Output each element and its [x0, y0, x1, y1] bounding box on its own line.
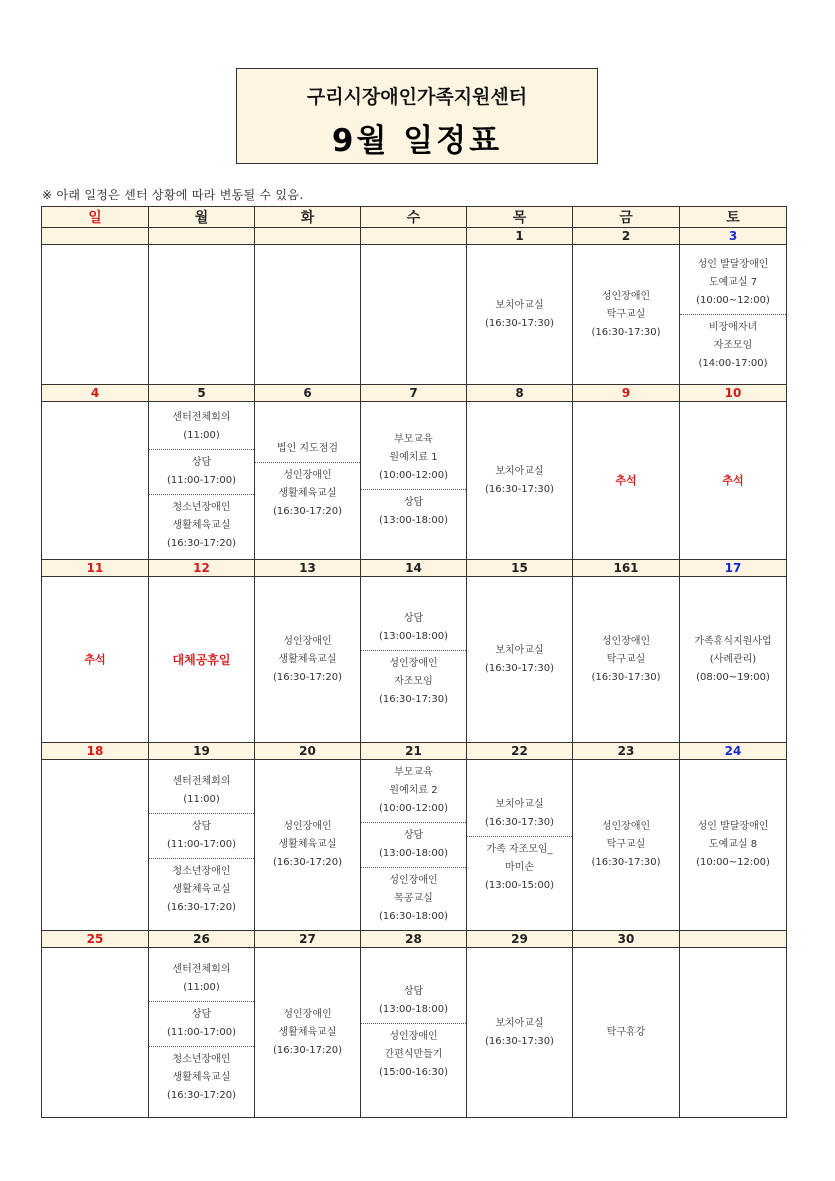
- event-line: 추석: [84, 652, 106, 666]
- event-line: 상담: [191, 821, 212, 832]
- date-number: 4: [42, 385, 149, 402]
- event-line: 성인장애인: [601, 635, 651, 647]
- date-number: 19: [149, 743, 255, 760]
- event-entry: [573, 629, 679, 691]
- event-line: 성인 발달장애인: [697, 259, 769, 270]
- event-line: (16:30-17:30): [591, 671, 661, 683]
- event-line: 성인장애인: [601, 821, 651, 832]
- calendar-table: [41, 206, 787, 1118]
- event-entry: [361, 489, 466, 534]
- day-cell: [361, 760, 467, 931]
- event-line: 성인장애인: [601, 290, 651, 302]
- day-cell: [467, 577, 573, 743]
- event-line: (13:00-15:00): [484, 879, 555, 891]
- event-line: (11:00-17:00): [166, 474, 237, 486]
- weekday-header: 월: [149, 207, 255, 228]
- event-line: 보치아교실: [495, 798, 544, 810]
- date-number: 14: [361, 560, 467, 577]
- date-number: 161: [573, 560, 680, 577]
- event-line: (16:30-17:20): [166, 902, 237, 913]
- event-line: 법인 지도점검: [276, 443, 339, 454]
- event-entry: [149, 405, 254, 449]
- event-entry: [149, 449, 254, 494]
- event-line: 탁구휴강: [606, 1026, 646, 1038]
- page-title: 9월 일정표: [331, 123, 503, 159]
- date-number: 6: [255, 385, 361, 402]
- day-cell: [680, 577, 787, 743]
- day-cell: [467, 402, 573, 560]
- event-line: 도예교실 8: [708, 839, 758, 850]
- event-entry: [149, 1046, 254, 1109]
- event-line: 생활체육교실: [172, 884, 231, 895]
- event-line: (13:00-18:00): [378, 1004, 449, 1015]
- date-number: 30: [573, 931, 680, 948]
- event-line: 부모교육: [394, 767, 433, 778]
- event-line: (11:00): [183, 981, 220, 993]
- date-number: 11: [42, 560, 149, 577]
- event-entry: [149, 1001, 254, 1046]
- date-row: [42, 560, 787, 577]
- day-cell: [42, 245, 149, 385]
- event-row: [42, 577, 787, 743]
- date-number: [42, 228, 149, 245]
- event-entry: [255, 462, 360, 525]
- day-cell: [149, 245, 255, 385]
- event-line: 성인장애인: [389, 658, 438, 669]
- schedule-notice: ※ 아래 일정은 센터 상황에 따라 변동될 수 있음.: [42, 188, 304, 202]
- event-entry: [680, 252, 786, 314]
- event-row: [42, 402, 787, 560]
- day-cell: [467, 760, 573, 931]
- event-line: (16:30-17:30): [378, 694, 449, 705]
- event-line: 성인장애인: [389, 1031, 438, 1042]
- event-line: 생활체육교실: [172, 1071, 231, 1083]
- event-line: (13:00-18:00): [378, 515, 449, 526]
- event-line: 생활체육교실: [278, 1026, 337, 1038]
- event-line: 목공교실: [394, 893, 433, 904]
- event-line: 부모교육: [394, 434, 433, 445]
- date-row: [42, 743, 787, 760]
- day-cell: [467, 245, 573, 385]
- event-entry: [680, 814, 786, 876]
- date-number: 22: [467, 743, 573, 760]
- event-line: (10:00-12:00): [378, 470, 449, 481]
- date-number: 2: [573, 228, 680, 245]
- event-line: (11:00): [183, 794, 220, 805]
- day-cell: [42, 948, 149, 1118]
- calendar-body: [42, 228, 787, 1118]
- event-entry: [467, 459, 572, 503]
- day-cell: [42, 577, 149, 743]
- event-entry: [361, 650, 466, 713]
- weekday-header-row: [42, 207, 787, 228]
- event-line: 간편식만들기: [384, 1049, 443, 1060]
- event-line: 자조모임: [394, 676, 433, 687]
- event-entry: [255, 814, 360, 876]
- event-line: 생활체육교실: [278, 653, 337, 665]
- event-line: (11:00): [183, 429, 220, 441]
- date-number: 29: [467, 931, 573, 948]
- event-line: 생활체육교실: [172, 519, 231, 531]
- date-number: 1: [467, 228, 573, 245]
- date-row: [42, 228, 787, 245]
- event-entry: [149, 957, 254, 1001]
- event-line: (16:30-17:20): [272, 671, 343, 683]
- event-entry: [149, 647, 254, 673]
- weekday-header: 일: [42, 207, 149, 228]
- date-number: 17: [680, 560, 787, 577]
- event-entry: [573, 284, 679, 346]
- date-number: [680, 931, 787, 948]
- event-line: (16:30-17:30): [591, 857, 661, 868]
- date-number: 5: [149, 385, 255, 402]
- date-number: 21: [361, 743, 467, 760]
- event-line: 성인장애인: [389, 875, 438, 886]
- event-entry: [467, 836, 572, 899]
- date-number: 3: [680, 228, 787, 245]
- event-entry: [255, 1002, 360, 1064]
- event-line: 탁구교실: [606, 308, 646, 320]
- day-cell: [255, 760, 361, 931]
- event-entry: [467, 792, 572, 836]
- day-cell: [42, 760, 149, 931]
- event-line: (16:30-17:30): [484, 1035, 555, 1047]
- event-line: 성인 발달장애인: [697, 821, 769, 832]
- day-cell: [255, 577, 361, 743]
- date-row: [42, 385, 787, 402]
- event-entry: [361, 822, 466, 867]
- event-line: 센터전체회의: [172, 411, 231, 423]
- date-number: 10: [680, 385, 787, 402]
- event-line: 청소년장애인: [172, 866, 231, 877]
- event-entry: [467, 638, 572, 682]
- event-entry: [467, 1011, 572, 1055]
- date-number: 15: [467, 560, 573, 577]
- weekday-header: 화: [255, 207, 361, 228]
- day-cell: [573, 948, 680, 1118]
- event-line: (10:00~12:00): [696, 857, 770, 868]
- event-line: 추석: [615, 473, 637, 487]
- event-line: 상담: [403, 830, 424, 841]
- date-number: 8: [467, 385, 573, 402]
- event-line: (사례관리): [709, 653, 757, 665]
- event-row: [42, 760, 787, 931]
- event-entry: [361, 1023, 466, 1086]
- event-line: 센터전체회의: [172, 776, 231, 787]
- event-line: 상담: [191, 456, 212, 468]
- date-number: [361, 228, 467, 245]
- day-cell: [361, 948, 467, 1118]
- event-line: 보치아교실: [495, 644, 544, 656]
- event-line: (13:00-18:00): [378, 848, 449, 859]
- event-line: 원예치료 2: [389, 785, 438, 796]
- event-line: (16:30-17:30): [484, 662, 555, 674]
- event-line: 보치아교실: [495, 465, 544, 477]
- event-line: (14:00-17:00): [698, 358, 768, 369]
- date-number: 26: [149, 931, 255, 948]
- event-line: (15:00-16:30): [378, 1067, 449, 1078]
- event-line: (16:30-17:30): [484, 317, 555, 329]
- event-row: [42, 245, 787, 385]
- date-number: 12: [149, 560, 255, 577]
- event-line: 대체공휴일: [172, 652, 231, 667]
- event-line: 성인장애인: [283, 635, 332, 647]
- event-line: (16:30-17:20): [272, 857, 343, 868]
- event-entry: [255, 436, 360, 462]
- event-line: 보치아교실: [495, 299, 544, 311]
- event-line: (16:30-17:20): [272, 506, 343, 517]
- day-cell: [573, 245, 680, 385]
- event-line: 성인장애인: [283, 1008, 332, 1020]
- weekday-header: 목: [467, 207, 573, 228]
- event-entry: [680, 314, 786, 377]
- event-line: (16:30-17:20): [166, 1089, 237, 1101]
- event-line: 성인장애인: [283, 470, 332, 481]
- date-number: 20: [255, 743, 361, 760]
- date-number: 13: [255, 560, 361, 577]
- event-line: 상담: [403, 497, 424, 508]
- event-line: 탁구교실: [606, 839, 646, 850]
- day-cell: [467, 948, 573, 1118]
- day-cell: [680, 948, 787, 1118]
- event-line: 상담: [403, 986, 424, 997]
- event-entry: [573, 814, 679, 876]
- day-cell: [361, 245, 467, 385]
- event-line: (16:30-17:30): [484, 816, 555, 828]
- event-entry: [149, 813, 254, 858]
- event-line: (16:30-17:30): [484, 483, 555, 495]
- event-entry: [680, 629, 786, 691]
- event-entry: [361, 427, 466, 489]
- day-cell: [42, 402, 149, 560]
- event-line: 생활체육교실: [278, 839, 337, 850]
- day-cell: [149, 577, 255, 743]
- day-cell: [680, 245, 787, 385]
- event-entry: [361, 760, 466, 822]
- date-number: 28: [361, 931, 467, 948]
- event-line: 가족휴식지원사업: [694, 635, 772, 647]
- date-number: 7: [361, 385, 467, 402]
- event-line: (08:00~19:00): [696, 671, 770, 683]
- event-line: 센터전체회의: [172, 963, 231, 975]
- event-line: 원예치료 1: [389, 452, 438, 463]
- event-line: (11:00-17:00): [166, 839, 237, 850]
- day-cell: [361, 402, 467, 560]
- title-box: [236, 68, 598, 164]
- event-entry: [149, 769, 254, 813]
- event-entry: [361, 979, 466, 1023]
- event-line: 청소년장애인: [172, 501, 231, 513]
- event-row: [42, 948, 787, 1118]
- event-line: (16:30-17:20): [272, 1044, 343, 1056]
- event-line: 탁구교실: [606, 653, 646, 665]
- date-number: 18: [42, 743, 149, 760]
- day-cell: [361, 577, 467, 743]
- event-line: (10:00-12:00): [378, 803, 449, 814]
- day-cell: [149, 760, 255, 931]
- event-line: (11:00-17:00): [166, 1026, 237, 1038]
- event-line: 마미손: [505, 861, 534, 873]
- day-cell: [573, 760, 680, 931]
- event-line: 상담: [191, 1008, 212, 1020]
- event-entry: [361, 606, 466, 650]
- event-line: 자조모임: [713, 340, 753, 351]
- date-number: 25: [42, 931, 149, 948]
- event-line: (10:00~12:00): [696, 295, 770, 306]
- date-number: 27: [255, 931, 361, 948]
- day-cell: [255, 245, 361, 385]
- date-number: 24: [680, 743, 787, 760]
- event-entry: [573, 1020, 679, 1046]
- event-entry: [361, 867, 466, 930]
- date-number: 9: [573, 385, 680, 402]
- event-line: 가족 자조모임_: [486, 843, 553, 855]
- event-line: (16:30-18:00): [378, 911, 449, 922]
- day-cell: [149, 948, 255, 1118]
- weekday-header: 수: [361, 207, 467, 228]
- day-cell: [149, 402, 255, 560]
- event-line: (16:30-17:30): [591, 326, 661, 338]
- date-number: 23: [573, 743, 680, 760]
- date-number: [255, 228, 361, 245]
- event-line: (13:00-18:00): [378, 631, 449, 642]
- event-entry: [467, 293, 572, 337]
- event-entry: [149, 494, 254, 557]
- date-row: [42, 931, 787, 948]
- event-line: 상담: [403, 613, 424, 624]
- day-cell: [680, 760, 787, 931]
- event-line: 도예교실 7: [708, 277, 758, 288]
- org-name: 구리시장애인가족지원센터: [306, 86, 528, 108]
- weekday-header: 토: [680, 207, 787, 228]
- day-cell: [255, 402, 361, 560]
- weekday-header: 금: [573, 207, 680, 228]
- day-cell: [573, 577, 680, 743]
- event-line: 청소년장애인: [172, 1053, 231, 1065]
- day-cell: [573, 402, 680, 560]
- event-entry: [680, 468, 786, 494]
- event-line: 보치아교실: [495, 1017, 544, 1029]
- event-line: 추석: [722, 473, 744, 487]
- event-entry: [42, 647, 148, 673]
- event-entry: [149, 858, 254, 921]
- event-entry: [255, 629, 360, 691]
- day-cell: [680, 402, 787, 560]
- event-line: 성인장애인: [283, 821, 332, 832]
- event-line: (16:30-17:20): [166, 537, 237, 549]
- event-entry: [573, 468, 679, 494]
- event-line: 비장애자녀: [708, 322, 758, 333]
- date-number: [149, 228, 255, 245]
- day-cell: [255, 948, 361, 1118]
- event-line: 생활체육교실: [278, 488, 337, 499]
